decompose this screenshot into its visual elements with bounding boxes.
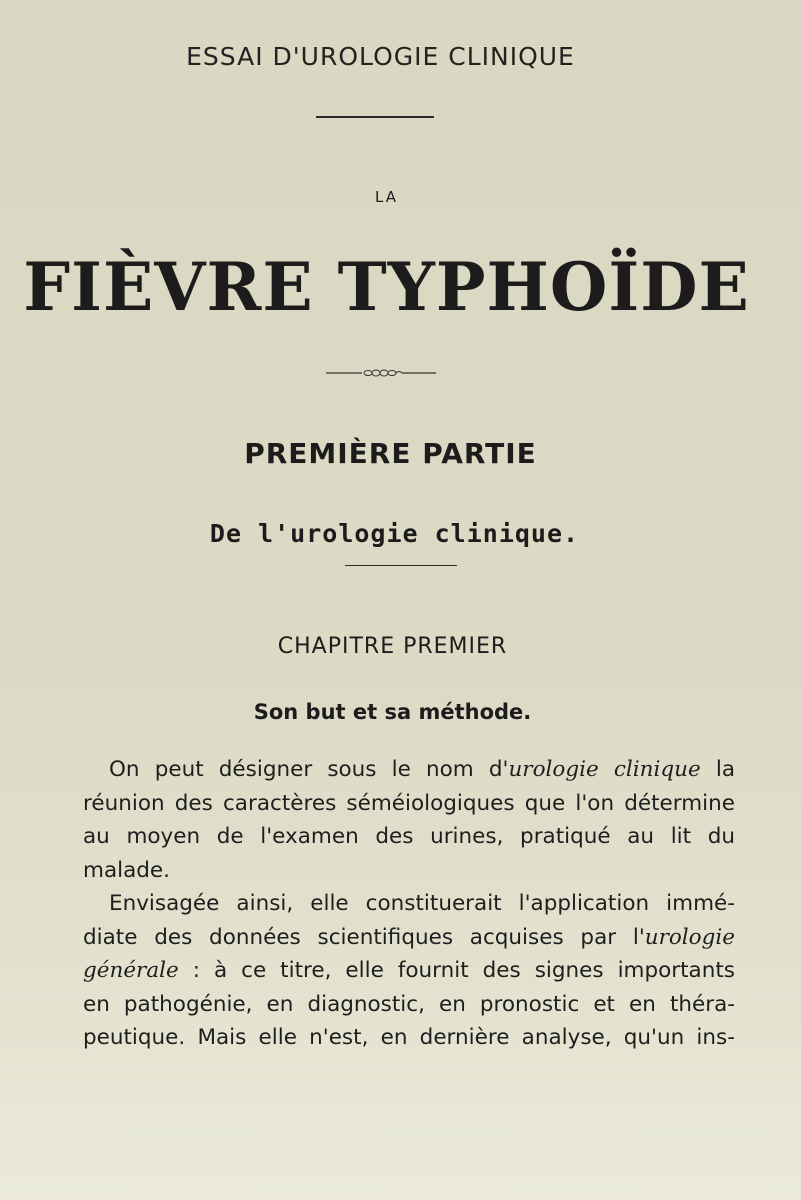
paragraph-2-line-5: peutique. Mais elle n'est, en dernière analyse, qu'un ins- (83, 1025, 735, 1050)
part-title: PREMIÈRE PARTIE (244, 437, 537, 470)
paragraph-2-line-3 (83, 954, 735, 988)
paragraph-1-line-4: malade. (83, 857, 170, 883)
title-article: LA (375, 188, 398, 206)
mid-rule (345, 565, 457, 566)
text-run: : à ce titre, elle fournit des signes importants (178, 958, 735, 983)
chapter-subtitle: Son but et sa méthode. (253, 700, 532, 724)
paragraph-2-line-4: en pathogénie, en diagnostic, en pronostic et en théra- (83, 991, 735, 1017)
italic-term: urologie clinique (508, 757, 701, 782)
text-run: la (700, 757, 736, 782)
part-subtitle: De l'urologie clinique. (209, 519, 580, 548)
text-run: On peut désigner sous le nom d' (109, 757, 509, 782)
paragraph-2-line-1: Envisagée ainsi, elle constituerait l'application immé- (109, 891, 735, 916)
text-run: diate des données scientifiques acquises par l' (83, 924, 645, 950)
main-title: FIÈVRE TYPHOÏDE (23, 248, 750, 326)
italic-term: urologie (644, 924, 735, 950)
ornament-divider (326, 365, 436, 375)
paragraph-1-line-3: au moyen de l'examen des urines, pratiqué au lit du (83, 824, 735, 849)
italic-term: générale (83, 958, 179, 983)
running-title: ESSAI D'UROLOGIE CLINIQUE (186, 42, 575, 71)
body-text (83, 753, 735, 1055)
paragraph-1-line-1 (83, 753, 735, 787)
top-rule (316, 116, 434, 118)
paragraph-1-line-2: réunion des caractères séméiologiques que l'on détermine (83, 790, 735, 816)
chapter-title: CHAPITRE PREMIER (277, 634, 508, 659)
paragraph-2-line-2 (83, 921, 735, 955)
